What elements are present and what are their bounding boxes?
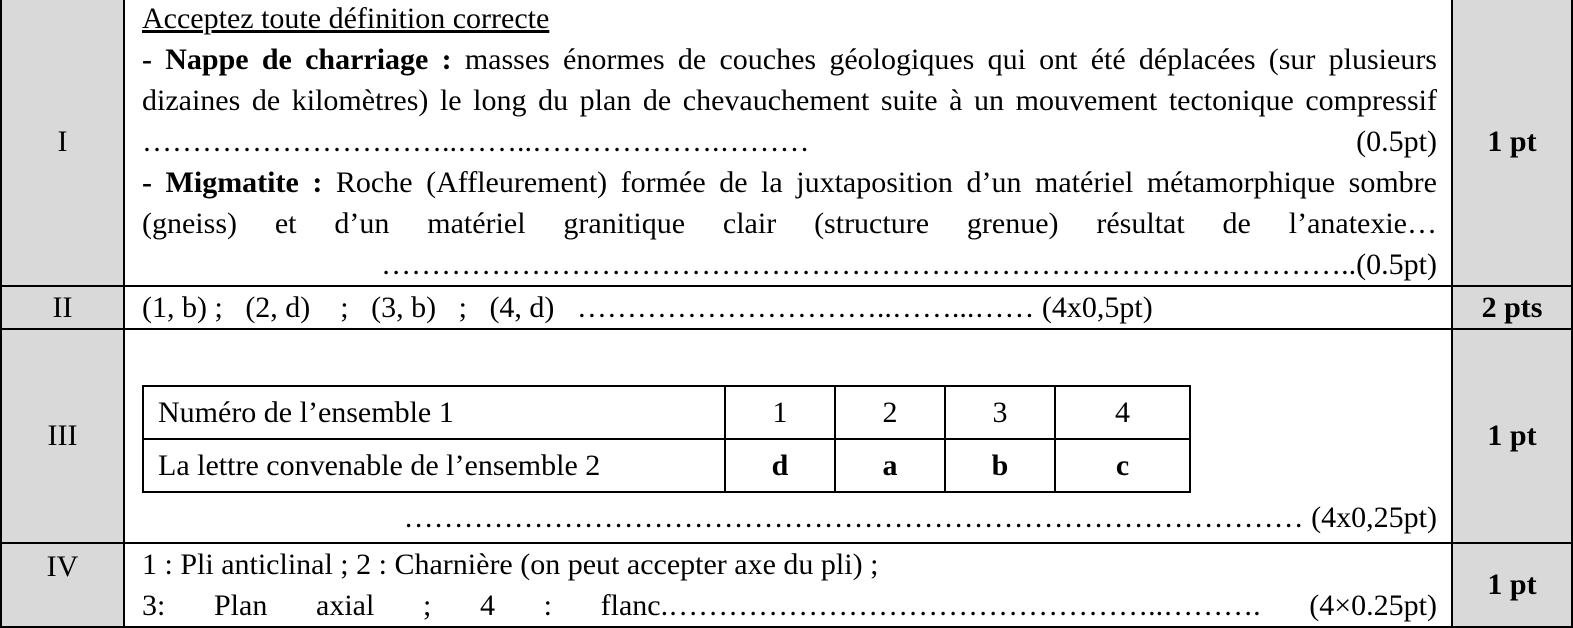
fold-labels-line1: 1 : Pli anticlinal ; 2 : Charnière (on peut accepter axe du pli) ; xyxy=(142,548,879,581)
answer-pairs: (1, b) ; (2, d) ; (3, b) ; (4, d) …………………………..……...…… (4x0,5pt) xyxy=(142,291,1153,324)
definition-text: masses énormes de couches géologiques qui ont été déplacées (sur plusieurs dizaines de kilomètres) le long du plan de chevauchement suite à un mouvement tectonique compressif …………………………..……..……………….……… (0.5pt) xyxy=(142,43,1437,158)
matching-number: 1 xyxy=(725,386,835,439)
row-points: 1 pt xyxy=(1452,543,1572,627)
fold-labels-line2: 3: Plan axial ; 4 : flanc.…………………………………………..………. (4×0.25pt) xyxy=(142,589,1437,622)
matching-number: 2 xyxy=(835,386,945,439)
row-points: 1 pt xyxy=(1452,0,1572,286)
matching-answer-label: La lettre convenable de l’ensemble 2 xyxy=(143,439,725,492)
row-content xyxy=(124,329,1452,543)
matching-header-label: Numéro de l’ensemble 1 xyxy=(143,386,725,439)
definition-nappe xyxy=(142,39,1437,162)
row-number: IV xyxy=(1,543,124,627)
matching-letter: a xyxy=(835,439,945,492)
row-points: 2 pts xyxy=(1452,286,1572,329)
matching-tail: ……………………………………………………………………………… (4x0,25pt) xyxy=(403,500,1437,534)
row-number: I xyxy=(1,0,124,286)
row-iii xyxy=(1,329,1572,543)
definition-tail: ……………………………………………………………………………………..(0.5pt) xyxy=(381,248,1437,281)
row-i xyxy=(1,0,1572,286)
matching-header-row xyxy=(143,386,1190,439)
row-ii xyxy=(1,286,1572,329)
matching-number: 3 xyxy=(945,386,1055,439)
row-content xyxy=(124,543,1452,627)
row-content xyxy=(124,286,1452,329)
definition-migmatite xyxy=(142,162,1437,244)
matching-answer-row xyxy=(143,439,1190,492)
row-points: 1 pt xyxy=(1452,329,1572,543)
row-content xyxy=(124,0,1452,286)
row-iv xyxy=(1,543,1572,627)
matching-table xyxy=(142,385,1191,493)
instruction-heading: Acceptez toute définition correcte xyxy=(142,2,550,35)
term-nappe: - Nappe de charriage : xyxy=(142,43,452,76)
row-number: II xyxy=(1,286,124,329)
term-migmatite: - Migmatite : xyxy=(142,166,323,199)
row-number: III xyxy=(1,329,124,543)
matching-letter: d xyxy=(725,439,835,492)
matching-number: 4 xyxy=(1055,386,1190,439)
matching-letter: b xyxy=(945,439,1055,492)
definition-text: Roche (Affleurement) formée de la juxtaposition d’un matériel métamorphique sombre (gneiss) et d’un matériel granitique clair (structure grenue) résultat de l’anatexie… xyxy=(142,166,1437,240)
matching-letter: c xyxy=(1055,439,1190,492)
